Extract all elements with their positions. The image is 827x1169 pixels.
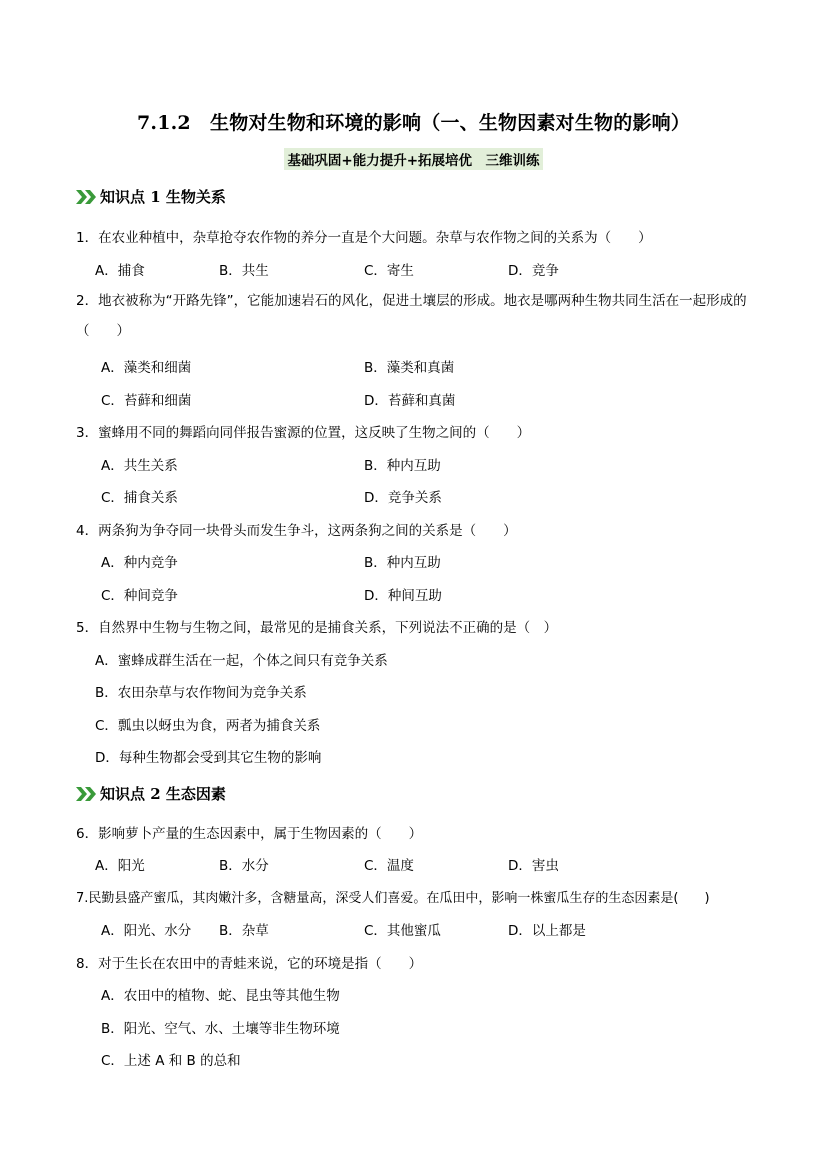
option-3c[interactable]: C．捕食关系: [101, 490, 178, 506]
option-2d[interactable]: D．苔藓和真菌: [364, 393, 456, 409]
section-heading-1: [76, 186, 226, 207]
option-5c[interactable]: C．瓢虫以蚜虫为食，两者为捕食关系: [95, 718, 321, 734]
page-title: 7.1.2 生物对生物和环境的影响（一、生物因素对生物的影响）: [136, 112, 691, 134]
option-6c[interactable]: C．温度: [364, 858, 414, 874]
option-5a[interactable]: A．蜜蜂成群生活在一起，个体之间只有竞争关系: [95, 653, 388, 669]
option-2a[interactable]: A．藻类和细菌: [101, 360, 192, 376]
question-stem-7: 7.民勤县盛产蜜瓜，其肉嫩汁多，含糖量高，深受人们喜爱。在瓜田中，影响一株蜜瓜生存的生态因素是( ): [76, 891, 710, 906]
option-3a[interactable]: A．共生关系: [101, 458, 178, 474]
section-heading-2: [76, 783, 226, 804]
question-stem-5: 5．自然界中生物与生物之间，最常见的是捕食关系，下列说法不正确的是（ ）: [76, 620, 558, 636]
option-7d[interactable]: D．以上都是: [508, 923, 586, 939]
option-4b[interactable]: B．种内互助: [364, 555, 441, 571]
section-label: 知识点 2 生态因素: [100, 785, 226, 803]
option-2b[interactable]: B．藻类和真菌: [364, 360, 455, 376]
page-subtitle: 基础巩固+能力提升+拓展培优 三维训练: [284, 148, 542, 170]
option-6a[interactable]: A．阳光: [95, 858, 145, 874]
double-chevron-icon: [76, 190, 98, 204]
option-6b[interactable]: B．水分: [219, 858, 269, 874]
option-8c[interactable]: C．上述 A 和 B 的总和: [101, 1053, 241, 1069]
question-stem-3: 3．蜜蜂用不同的舞蹈向同伴报告蜜源的位置，这反映了生物之间的（ ）: [76, 425, 531, 441]
question-stem-2: 2．地衣被称为“开路先锋”，它能加速岩石的风化，促进土壤层的形成。地衣是哪两种生物共同生活在一起形成的（ ）: [76, 293, 747, 339]
option-6d[interactable]: D．害虫: [508, 858, 559, 874]
option-7a[interactable]: A．阳光、水分: [101, 923, 192, 939]
option-3d[interactable]: D．竞争关系: [364, 490, 442, 506]
option-8a[interactable]: A．农田中的植物、蛇、昆虫等其他生物: [101, 988, 340, 1004]
double-chevron-icon: [76, 787, 98, 801]
question-stem-1: 1．在农业种植中，杂草抢夺农作物的养分一直是个大问题。杂草与农作物之间的关系为（ ）: [76, 230, 652, 246]
option-2c[interactable]: C．苔藓和细菌: [101, 393, 192, 409]
option-1b[interactable]: B．共生: [219, 263, 269, 279]
option-7b[interactable]: B．杂草: [219, 923, 269, 939]
option-1d[interactable]: D．竞争: [508, 263, 559, 279]
option-1a[interactable]: A．捕食: [95, 263, 145, 279]
option-4d[interactable]: D．种间互助: [364, 588, 442, 604]
question-stem-6: 6．影响萝卜产量的生态因素中，属于生物因素的（ ）: [76, 826, 423, 842]
option-7c[interactable]: C．其他蜜瓜: [364, 923, 441, 939]
option-1c[interactable]: C．寄生: [364, 263, 414, 279]
option-8b[interactable]: B．阳光、空气、水、土壤等非生物环境: [101, 1021, 340, 1037]
question-stem-4: 4．两条狗为争夺同一块骨头而发生争斗，这两条狗之间的关系是（ ）: [76, 523, 517, 539]
option-5b[interactable]: B．农田杂草与农作物间为竞争关系: [95, 685, 307, 701]
option-4c[interactable]: C．种间竞争: [101, 588, 178, 604]
question-stem-8: 8．对于生长在农田中的青蛙来说，它的环境是指（ ）: [76, 956, 423, 972]
section-label: 知识点 1 生物关系: [100, 188, 226, 206]
option-4a[interactable]: A．种内竞争: [101, 555, 178, 571]
option-5d[interactable]: D．每种生物都会受到其它生物的影响: [95, 750, 322, 766]
option-3b[interactable]: B．种内互助: [364, 458, 441, 474]
